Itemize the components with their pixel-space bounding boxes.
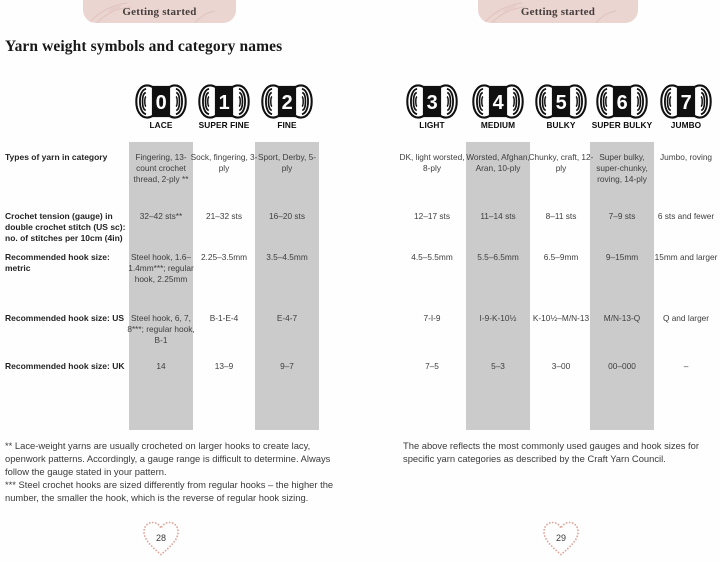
table-row-label: Recommended hook size: US [5, 313, 125, 323]
table-cell: 2.25–3.5mm [200, 252, 248, 262]
table-cell: E-4-7 [276, 313, 298, 323]
table-cell: 16–20 sts [269, 211, 305, 221]
column-shade [255, 142, 319, 430]
table-cell: Steel hook, 1.6–1.4mm***; regular hook, 2.25mm [128, 252, 194, 284]
svg-text:6: 6 [616, 91, 628, 114]
table-cell: M/N-13-Q [603, 313, 641, 323]
yarn-skein-icon [135, 84, 187, 119]
svg-text:0: 0 [155, 91, 167, 114]
footnote-steel: *** Steel crochet hooks are sized differently from regular hooks – the higher the number, the smaller the hook, which is the reverse of regular hook sizing. [5, 478, 334, 503]
gauge-note [403, 440, 715, 466]
table-row-label: Crochet tension (gauge) in double crochet stitch (US sc): no. of stitches per 10cm (4in) [5, 211, 126, 244]
yarn-weight-symbol-3 [406, 84, 458, 124]
table-cell: Worsted, Afghan, Aran, 10-ply [466, 152, 530, 173]
yarn-weight-label: BULKY [546, 120, 576, 130]
table-cell: 7–9 sts [608, 211, 636, 221]
table-cell: Fingering, 13-count crochet thread, 2-ply ** [133, 152, 189, 184]
table-row-label: Recommended hook size: metric [5, 252, 110, 274]
table-cell: 3–00 [551, 361, 571, 371]
table-cell: 6 sts and fewer [657, 211, 715, 221]
yarn-skein-icon [596, 84, 648, 119]
table-cell: 8–11 sts [545, 211, 577, 221]
table-cell: Steel hook, 6, 7, 8***; regular hook, B-1 [127, 313, 195, 345]
table-cell: B-1-E-4 [209, 313, 239, 323]
column-shade [466, 142, 530, 430]
yarn-skein-icon [660, 84, 712, 119]
table-cell: K-10½–M/N-13 [532, 313, 590, 323]
page-title: Yarn weight symbols and category names [5, 38, 283, 55]
table-cell: 7-I-9 [423, 313, 441, 323]
table-cell: 11–14 sts [480, 211, 516, 221]
yarn-weight-symbol-6 [596, 84, 648, 124]
table-cell: 3.5–4.5mm [266, 252, 308, 262]
yarn-weight-symbol-2 [261, 84, 313, 124]
yarn-weight-label: SUPER BULKY [591, 120, 653, 130]
table-cell: 12–17 sts [414, 211, 450, 221]
table-cell: 9–7 [280, 361, 294, 371]
footnotes-left [5, 440, 345, 504]
yarn-skein-icon [261, 84, 313, 119]
yarn-weight-symbol-7 [660, 84, 712, 124]
svg-text:4: 4 [492, 91, 504, 114]
table-cell: 7–5 [425, 361, 439, 371]
yarn-skein-icon [406, 84, 458, 119]
section-tab-right [478, 0, 638, 23]
yarn-weight-label: LACE [149, 120, 173, 130]
table-cell: 5.5–6.5mm [477, 252, 519, 262]
yarn-weight-symbol-5 [535, 84, 587, 124]
page-number-left [141, 520, 181, 558]
yarn-weight-label: JUMBO [670, 120, 702, 130]
svg-text:1: 1 [218, 91, 230, 114]
svg-text:3: 3 [426, 91, 438, 114]
yarn-skein-icon [472, 84, 524, 119]
yarn-skein-icon [198, 84, 250, 119]
column-shade [590, 142, 654, 430]
table-cell: 6.5–9mm [543, 252, 579, 262]
table-cell: Chunky, craft, 12-ply [528, 152, 594, 173]
yarn-weight-label: SUPER FINE [198, 120, 250, 130]
footnote-lace: ** Lace-weight yarns are usually crocheted on larger hooks to create lacy, openwork patterns. Accordingly, a gauge range is difficult to determine. Always follow the gauge stated in your pattern. [5, 440, 331, 477]
yarn-skein-icon [535, 84, 587, 119]
page-number-text: 29 [555, 533, 566, 543]
yarn-weight-symbol-0 [135, 84, 187, 124]
table-cell: Super bulky, super-chunky, roving, 14-ply [596, 152, 648, 184]
table-cell: Sport, Derby, 5-ply [258, 152, 316, 173]
table-cell: – [683, 361, 689, 371]
table-row-label: Types of yarn in category [5, 152, 108, 162]
table-cell: 15mm and larger [654, 252, 718, 262]
table-cell: Sock, fingering, 3-ply [190, 152, 258, 173]
table-cell: 5–3 [491, 361, 505, 371]
table-cell: 4.5–5.5mm [411, 252, 453, 262]
page-number-right [541, 520, 581, 558]
table-cell: 14 [156, 361, 166, 371]
yarn-weight-symbol-1 [198, 84, 250, 124]
table-cell: 9–15mm [605, 252, 639, 262]
gauge-note-text: The above reflects the most commonly used gauges and hook sizes for specific yarn categories as described by the Craft Yarn Council. [403, 440, 699, 464]
yarn-weight-label: LIGHT [419, 120, 445, 130]
table-cell: 32–42 sts** [139, 211, 183, 221]
table-cell: 13–9 [214, 361, 234, 371]
section-tab-label: Getting started [122, 6, 197, 18]
table-cell: 21–32 sts [206, 211, 242, 221]
page-number-text: 28 [155, 533, 166, 543]
section-tab-label: Getting started [520, 6, 596, 18]
svg-text:5: 5 [555, 91, 567, 114]
table-cell: Q and larger [662, 313, 710, 323]
table-cell: DK, light worsted, 8-ply [399, 152, 465, 173]
column-shade [129, 142, 193, 430]
yarn-weight-label: FINE [277, 120, 297, 130]
svg-text:7: 7 [680, 91, 692, 114]
table-row-label: Recommended hook size: UK [5, 361, 125, 371]
svg-text:2: 2 [281, 91, 293, 114]
yarn-weight-label: MEDIUM [480, 120, 516, 130]
table-cell: I-9-K-10½ [479, 313, 517, 323]
yarn-weight-symbol-4 [472, 84, 524, 124]
table-cell: 00–000 [608, 361, 636, 371]
table-cell: Jumbo, roving [659, 152, 713, 162]
section-tab-left [83, 0, 236, 23]
